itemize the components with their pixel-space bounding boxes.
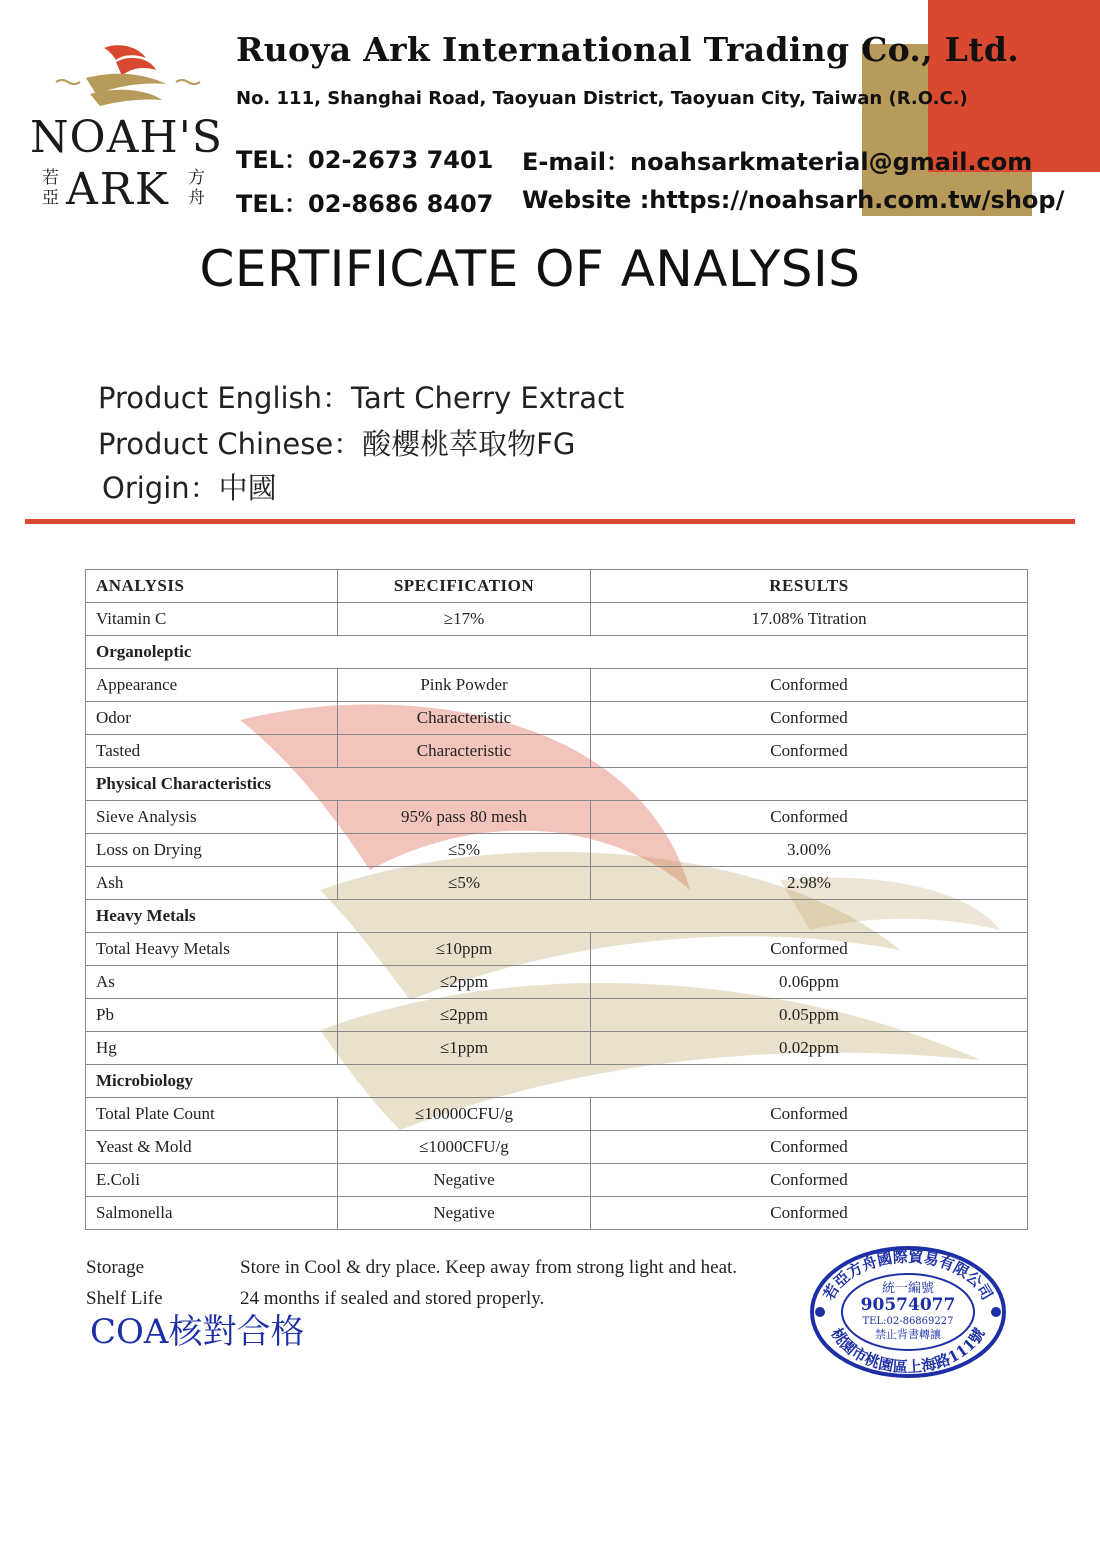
analysis-cell: Tasted <box>86 735 338 768</box>
specification-cell: ≤1000CFU/g <box>338 1131 591 1164</box>
company-address: No. 111, Shanghai Road, Taoyuan District, Taoyuan City, Taiwan (R.O.C.) <box>236 88 968 109</box>
logo-cn-left: 若亞 <box>42 168 59 208</box>
analysis-cell: Salmonella <box>86 1197 338 1230</box>
analysis-cell: Total Heavy Metals <box>86 933 338 966</box>
analysis-cell: Yeast & Mold <box>86 1131 338 1164</box>
table-row <box>86 1164 1028 1197</box>
tel-secondary: TEL：02-8686 8407 <box>236 190 494 218</box>
specification-cell: Pink Powder <box>338 669 591 702</box>
product-english: Product English：Tart Cherry Extract <box>98 381 625 415</box>
website-url: Website :https://noahsarh.com.tw/shop/ <box>522 186 1065 214</box>
stamp-ring-text: 若亞方舟國際貿易有限公司 <box>819 1247 997 1304</box>
analysis-table <box>85 569 1028 1230</box>
result-cell: 0.05ppm <box>591 999 1028 1032</box>
result-cell: 3.00% <box>591 834 1028 867</box>
company-seal-stamp <box>808 1244 1008 1380</box>
table-row <box>86 603 1028 636</box>
specification-cell: ≤1ppm <box>338 1032 591 1065</box>
section-heading: Heavy Metals <box>86 900 1028 933</box>
result-cell: 2.98% <box>591 867 1028 900</box>
storage-text: Store in Cool & dry place. Keep away from strong light and heat. <box>240 1257 738 1278</box>
company-logo <box>26 40 223 215</box>
logo-noahs-text: NOAH'S <box>30 112 223 163</box>
analysis-cell: Appearance <box>86 669 338 702</box>
table-row <box>86 867 1028 900</box>
table-row <box>86 933 1028 966</box>
result-cell: Conformed <box>591 735 1028 768</box>
result-cell: Conformed <box>591 801 1028 834</box>
email-address: E-mail：noahsarkmaterial@gmail.com <box>522 148 1033 176</box>
storage-label: Storage <box>86 1257 145 1278</box>
analysis-cell: Vitamin C <box>86 603 338 636</box>
tel-primary: TEL：02-2673 7401 <box>236 146 494 174</box>
section-row <box>86 1065 1028 1098</box>
section-row <box>86 768 1028 801</box>
specification-cell: ≤2ppm <box>338 966 591 999</box>
product-chinese: Product Chinese：酸櫻桃萃取物FG <box>98 427 576 461</box>
stamp-tel: TEL:02-86869227 <box>862 1316 954 1327</box>
section-row <box>86 900 1028 933</box>
analysis-cell: Sieve Analysis <box>86 801 338 834</box>
specification-cell: ≤10ppm <box>338 933 591 966</box>
specification-cell: ≤5% <box>338 834 591 867</box>
table-row <box>86 834 1028 867</box>
result-cell: Conformed <box>591 669 1028 702</box>
header-analysis: ANALYSIS <box>86 570 338 603</box>
table-row <box>86 735 1028 768</box>
logo-ark-text: ARK <box>66 164 170 215</box>
stamp-tax-id: 90574077 <box>860 1295 956 1315</box>
table-row <box>86 1197 1028 1230</box>
section-heading: Physical Characteristics <box>86 768 1028 801</box>
analysis-cell: Hg <box>86 1032 338 1065</box>
shelf-life-label: Shelf Life <box>86 1288 163 1309</box>
specification-cell: Characteristic <box>338 735 591 768</box>
specification-cell: 95% pass 80 mesh <box>338 801 591 834</box>
ship-logo-icon <box>26 40 222 110</box>
shelf-life-text: 24 months if sealed and stored properly. <box>240 1288 545 1309</box>
analysis-cell: As <box>86 966 338 999</box>
header-divider <box>25 519 1075 524</box>
specification-cell: ≤10000CFU/g <box>338 1098 591 1131</box>
header-results: RESULTS <box>591 570 1028 603</box>
result-cell: 0.02ppm <box>591 1032 1028 1065</box>
specification-cell: ≤5% <box>338 867 591 900</box>
specification-cell: Negative <box>338 1164 591 1197</box>
section-heading: Organoleptic <box>86 636 1028 669</box>
page-title: CERTIFICATE OF ANALYSIS <box>199 240 861 298</box>
table-header-row <box>86 570 1028 603</box>
stamp-line1: 統一編號 <box>881 1281 935 1296</box>
analysis-cell: Pb <box>86 999 338 1032</box>
table-row <box>86 1131 1028 1164</box>
analysis-cell: Ash <box>86 867 338 900</box>
analysis-cell: Loss on Drying <box>86 834 338 867</box>
section-row <box>86 636 1028 669</box>
company-name: Ruoya Ark International Trading Co., Ltd. <box>236 30 1019 69</box>
table-row <box>86 966 1028 999</box>
specification-cell: Negative <box>338 1197 591 1230</box>
coa-verified-note: COA核對合格 <box>90 1312 305 1352</box>
table-row <box>86 669 1028 702</box>
result-cell: Conformed <box>591 702 1028 735</box>
result-cell: Conformed <box>591 1164 1028 1197</box>
section-heading: Microbiology <box>86 1065 1028 1098</box>
stamp-address-text: 桃園市桃園區上海路111號 <box>827 1324 989 1377</box>
stamp-line4: 禁止背書轉讓 <box>875 1328 941 1341</box>
product-origin: Origin：中國 <box>102 471 277 505</box>
result-cell: Conformed <box>591 1131 1028 1164</box>
analysis-cell: Odor <box>86 702 338 735</box>
table-row <box>86 1032 1028 1065</box>
header-specification: SPECIFICATION <box>338 570 591 603</box>
analysis-cell: E.Coli <box>86 1164 338 1197</box>
result-cell: 17.08% Titration <box>591 603 1028 636</box>
logo-cn-right: 方舟 <box>188 168 205 208</box>
result-cell: Conformed <box>591 933 1028 966</box>
specification-cell: Characteristic <box>338 702 591 735</box>
result-cell: Conformed <box>591 1197 1028 1230</box>
specification-cell: ≥17% <box>338 603 591 636</box>
table-row <box>86 801 1028 834</box>
specification-cell: ≤2ppm <box>338 999 591 1032</box>
table-row <box>86 1098 1028 1131</box>
result-cell: Conformed <box>591 1098 1028 1131</box>
table-row <box>86 702 1028 735</box>
table-row <box>86 999 1028 1032</box>
analysis-cell: Total Plate Count <box>86 1098 338 1131</box>
result-cell: 0.06ppm <box>591 966 1028 999</box>
